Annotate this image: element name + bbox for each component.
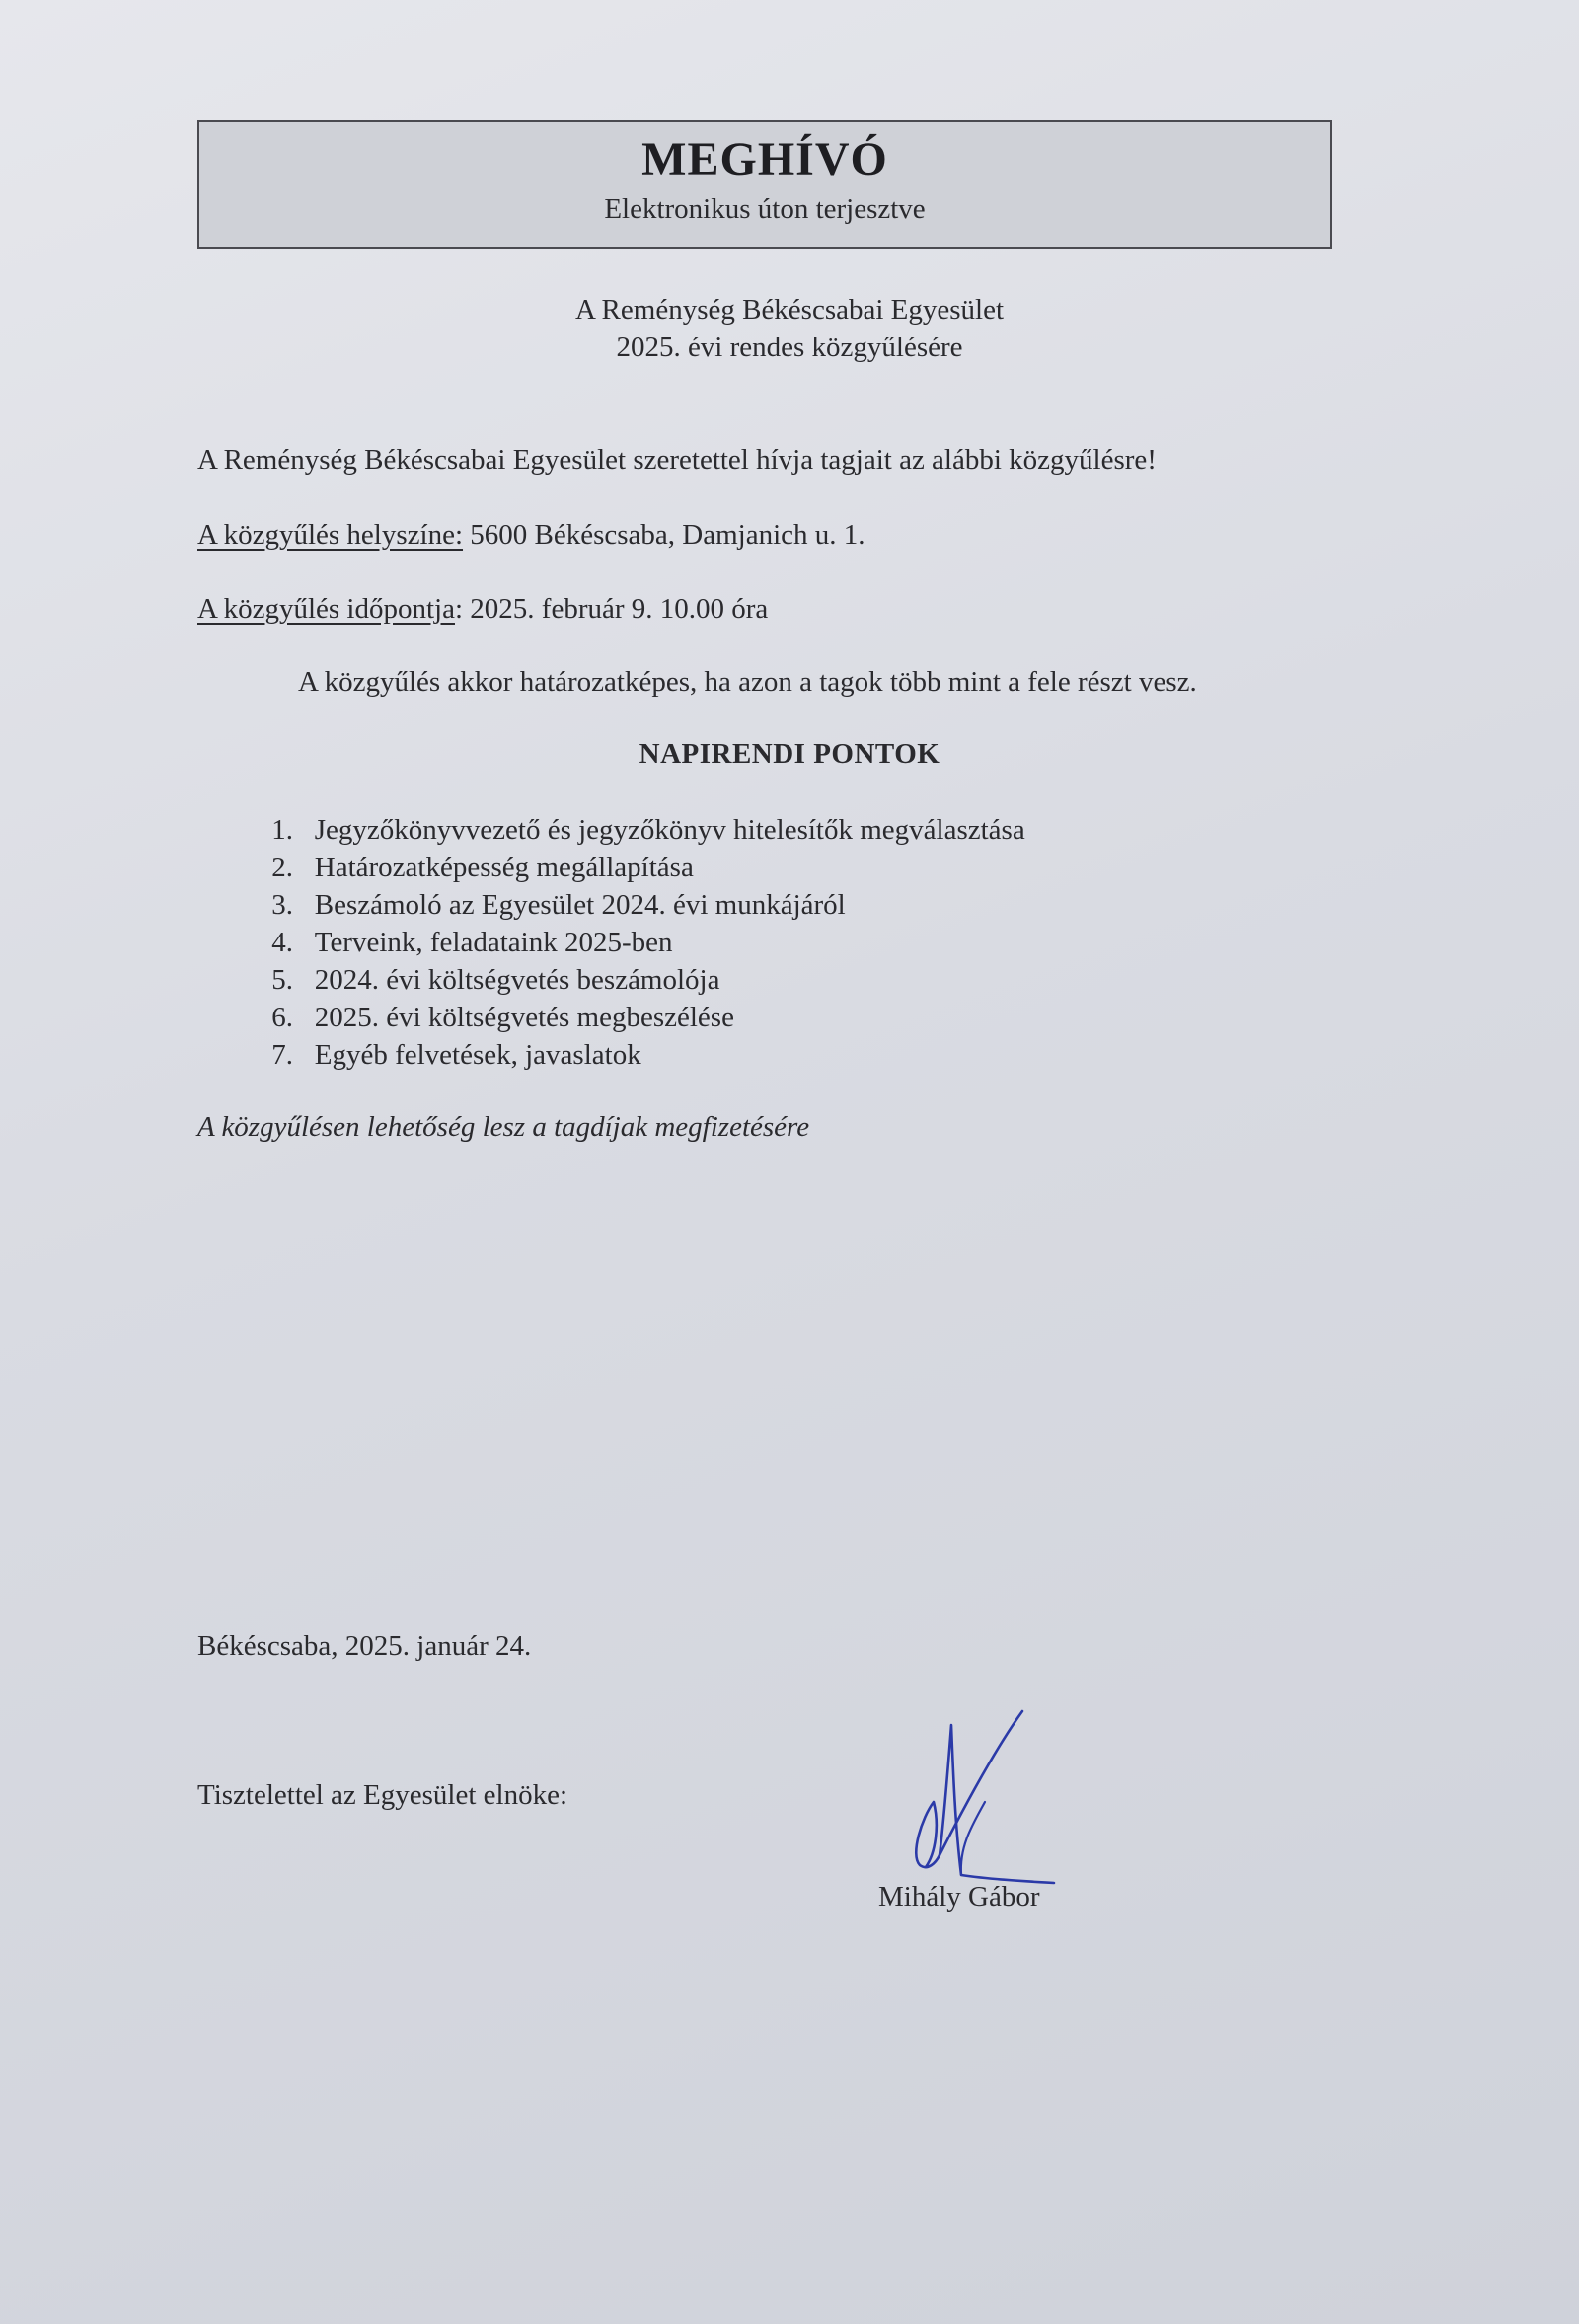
document-subtitle: Elektronikus úton terjesztve <box>604 193 926 225</box>
time-label: A közgyűlés időpontja <box>197 593 455 625</box>
signature-stroke <box>961 1802 985 1875</box>
intro-line-1: A Reménység Békéscsabai Egyesület <box>574 294 1005 326</box>
agenda-item-number: 3. <box>271 889 293 921</box>
agenda-item <box>242 961 1025 999</box>
agenda-item-text: Terveink, feladataink 2025-ben <box>314 927 673 958</box>
agenda-item <box>242 924 1025 961</box>
agenda-list <box>242 811 1025 1074</box>
time-value: : 2025. február 9. 10.00 óra <box>454 593 769 625</box>
location-label: A közgyűlés helyszíne: <box>197 519 464 551</box>
intro-line-2: 2025. évi rendes közgyűlésére <box>616 332 963 363</box>
agenda-item-number: 2. <box>271 852 293 883</box>
date-place: Békéscsaba, 2025. január 24. <box>197 1630 532 1662</box>
location-value: 5600 Békéscsaba, Damjanich u. 1. <box>463 519 865 551</box>
agenda-item <box>242 999 1025 1036</box>
agenda-item-text: Jegyzőkönyvvezető és jegyzőkönyv hitelesítők megválasztása <box>314 814 1025 846</box>
agenda-item-number: 7. <box>271 1039 293 1071</box>
agenda-item-number: 6. <box>271 1002 293 1033</box>
signer-name: Mihály Gábor <box>878 1881 1040 1912</box>
agenda-item <box>242 849 1025 886</box>
payment-note: A közgyűlésen lehetőség lesz a tagdíjak megfizetésére <box>197 1111 810 1143</box>
quorum-text: A közgyűlés akkor határozatképes, ha azon a tagok több mint a fele részt vesz. <box>298 666 1197 698</box>
location-line <box>197 519 865 552</box>
agenda-item-text: Határozatképesség megállapítása <box>314 852 694 883</box>
signature-stroke <box>916 1711 1022 1867</box>
agenda-item <box>242 886 1025 924</box>
agenda-item-number: 5. <box>271 964 293 996</box>
closing-text: Tisztelettel az Egyesület elnöke: <box>197 1779 568 1811</box>
signature-icon <box>878 1707 1056 1895</box>
agenda-item-text: Egyéb felvetések, javaslatok <box>314 1039 641 1071</box>
time-line <box>197 593 768 626</box>
agenda-title: NAPIRENDI PONTOK <box>639 738 940 770</box>
agenda-item-text: 2025. évi költségvetés megbeszélése <box>314 1002 734 1033</box>
agenda-item <box>242 811 1025 849</box>
agenda-item-text: 2024. évi költségvetés beszámolója <box>314 964 720 996</box>
document-title: MEGHÍVÓ <box>641 133 888 186</box>
agenda-item-text: Beszámoló az Egyesület 2024. évi munkájáról <box>314 889 846 921</box>
agenda-item-number: 4. <box>271 927 293 958</box>
agenda-item <box>242 1036 1025 1074</box>
header-box <box>197 120 1332 249</box>
agenda-item-number: 1. <box>271 814 293 846</box>
invitation-text: A Reménység Békéscsabai Egyesület szeretettel hívja tagjait az alábbi közgyűlésre! <box>197 444 1157 476</box>
